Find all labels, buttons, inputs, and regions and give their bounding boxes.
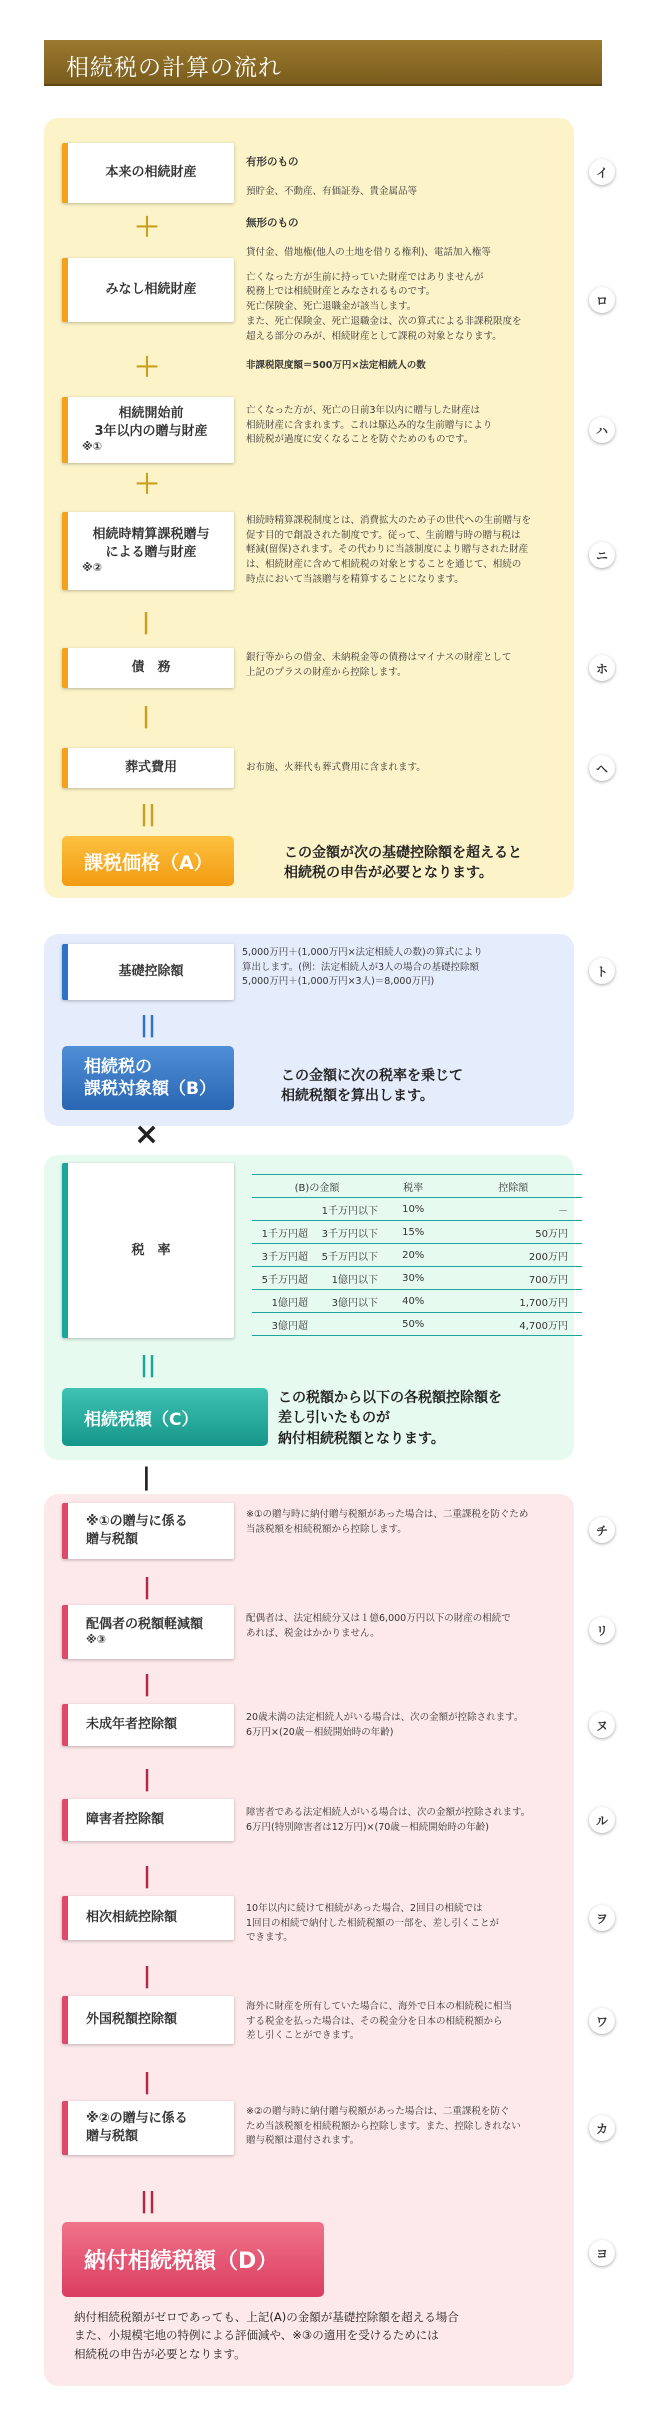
- desc-deduction-item: 20歳未満の法定相続人がいる場合は、次の金額が控除されます。 6万円×(20歳－相続開始時の年齢): [246, 1712, 524, 1738]
- result-taxable-value-desc: この金額が次の基礎控除額を超えると 相続税の申告が必要となります。: [284, 845, 522, 882]
- card-deduction-item: [62, 1996, 234, 2044]
- single-line-operator: |: [143, 1864, 152, 1889]
- card-settlement-taxation-gifts: [62, 512, 234, 590]
- card-label-name1: ※①の贈与に係る: [86, 1514, 188, 1530]
- table-cell-rate: 30%: [382, 1267, 444, 1290]
- table-cell-to: 1千万円以下: [312, 1198, 382, 1221]
- marker-letter: カ: [589, 2115, 615, 2141]
- result-taxable-amount-desc: この金額に次の税率を乗じて 相続税額を算出します。: [281, 1068, 463, 1105]
- result-taxable-amount-b: [62, 1046, 234, 1110]
- card-deemed-inherited-property: [62, 258, 234, 322]
- table-header-amount: (B)の金額: [252, 1175, 382, 1198]
- table-cell-from: 5千万円超: [252, 1267, 312, 1290]
- table-cell-ded: 1,700万円: [444, 1290, 582, 1313]
- plus-operator: ＋: [134, 470, 161, 500]
- result-taxable-value-a: 課税価格（A）: [62, 836, 234, 886]
- marker-letter: ワ: [589, 2008, 615, 2034]
- card-debts: [62, 648, 234, 688]
- desc-original-inherited-property: [246, 139, 491, 261]
- result-label-line1: 相続税の: [84, 1056, 152, 1077]
- marker-letter: ル: [589, 1807, 615, 1833]
- desc-deemed-inherited-property: [246, 256, 522, 374]
- desc-funeral-expenses: お布施、火葬代も葬式費用に含まれます。: [246, 762, 426, 773]
- card-label-name2: 贈与税額: [86, 2129, 139, 2144]
- double-line-operator: ||: [140, 2189, 157, 2214]
- single-line-operator: |: [142, 1463, 151, 1491]
- single-line-operator: |: [142, 704, 151, 729]
- double-line-operator: ||: [140, 802, 157, 827]
- table-row: [252, 1267, 582, 1290]
- footer-note: 納付相続税額がゼロであっても、上記(A)の金額が基礎控除額を超える場合 また、小規模宅地の特例による評価減や、※③の適用を受けるためには 相続税の申告が必要となります。: [74, 2310, 459, 2361]
- table-row: [252, 1244, 582, 1267]
- desc-text-tangible: 預貯金、不動産、有価証券、貴金属品等: [246, 186, 418, 198]
- table-cell-to: 3千万円以下: [312, 1221, 382, 1244]
- table-cell-to: [312, 1313, 382, 1336]
- card-label: 税 率: [131, 1242, 171, 1258]
- table-cell-rate: 20%: [382, 1244, 444, 1267]
- double-line-operator: ||: [140, 1013, 157, 1038]
- card-label-name1: 配偶者の税額軽減額: [86, 1616, 204, 1632]
- single-line-operator: |: [143, 1767, 152, 1792]
- table-cell-ded: 700万円: [444, 1267, 582, 1290]
- desc-deduction-item: ※①の贈与時に納付贈与税額があった場合は、二重課税を防ぐため 当該税額を相続税額から控除します。: [246, 1509, 529, 1535]
- table-cell-ded: －: [444, 1198, 582, 1221]
- card-label: 葬式費用: [124, 760, 177, 776]
- card-basic-deduction: [62, 944, 234, 1000]
- single-line-operator: |: [143, 2070, 152, 2095]
- page-title: 相続税の計算の流れ: [66, 55, 282, 81]
- page-title-bar: [44, 40, 602, 86]
- card-label-line1: 相続開始前: [118, 406, 184, 422]
- single-line-operator: |: [142, 610, 151, 635]
- table-cell-from: 1千万円超: [252, 1221, 312, 1244]
- card-tax-rate: [62, 1163, 234, 1338]
- result-payable-tax-d: 納付相続税額（D）: [62, 2222, 324, 2297]
- table-header-row: [252, 1175, 582, 1198]
- table-cell-ded: 50万円: [444, 1221, 582, 1244]
- table-cell-from: [252, 1198, 312, 1221]
- desc-text: 亡くなった方が生前に持っていた財産ではありませんが 税務上では相続財産とみなされるものです。 死亡保険金、死亡退職金が該当します。 また、死亡保険金、死亡退職金は、次の算式による非課税限度を 超える部分のみが、相続財産として課税の対象となります。: [246, 271, 522, 342]
- table-row: [252, 1221, 582, 1244]
- marker-letter: ヲ: [589, 1905, 615, 1931]
- card-label-note: ※③: [86, 1633, 107, 1647]
- card-label-name1: 相次相続控除額: [86, 1910, 178, 1926]
- desc-heading-tangible: 有形のもの: [246, 155, 299, 168]
- table-cell-from: 3億円超: [252, 1313, 312, 1336]
- card-deduction-item: [62, 1704, 234, 1746]
- plus-operator: ＋: [134, 353, 161, 383]
- card-label-name1: 未成年者控除額: [86, 1717, 178, 1733]
- marker-letter: ロ: [589, 287, 615, 313]
- card-label-line2: 3年以内の贈与財産: [94, 423, 208, 439]
- single-line-operator: |: [143, 1964, 152, 1989]
- card-label: 債 務: [131, 660, 171, 676]
- marker-letter: ヌ: [589, 1712, 615, 1738]
- result-inheritance-tax-desc: この税額から以下の各税額控除額を 差し引いたものが 納付相続税額となります。: [278, 1390, 502, 1447]
- marker-letter: チ: [589, 1517, 615, 1543]
- card-deduction-item: [62, 1605, 234, 1659]
- marker-letter: イ: [589, 159, 615, 185]
- table-header-rate: 税率: [382, 1175, 444, 1198]
- table-cell-rate: 10%: [382, 1198, 444, 1221]
- table-cell-rate: 40%: [382, 1290, 444, 1313]
- card-label-name1: 障害者控除額: [86, 1812, 165, 1828]
- table-cell-ded: 200万円: [444, 1244, 582, 1267]
- desc-deduction-item: 障害者である法定相続人がいる場合は、次の金額が控除されます。 6万円(特別障害者は12万円)×(70歳－相続開始時の年齢): [246, 1807, 531, 1833]
- marker-letter: ホ: [589, 655, 615, 681]
- table-cell-to: 3億円以下: [312, 1290, 382, 1313]
- card-funeral-expenses: [62, 748, 234, 788]
- marker-letter: リ: [589, 1617, 615, 1643]
- double-line-operator: ||: [140, 1353, 157, 1378]
- marker-letter: ニ: [589, 542, 615, 568]
- table-cell-ded: 4,700万円: [444, 1313, 582, 1336]
- result-label-line2: 課税対象額（B）: [84, 1079, 216, 1099]
- desc-heading-intangible: 無形のもの: [246, 216, 299, 229]
- card-label-name2: 贈与税額: [86, 1532, 139, 1547]
- table-row: [252, 1198, 582, 1221]
- marker-letter: ヘ: [589, 755, 615, 781]
- card-deduction-item: [62, 1503, 234, 1559]
- marker-letter: ハ: [589, 417, 615, 443]
- card-original-inherited-property: [62, 143, 234, 203]
- card-label: 本来の相続財産: [105, 165, 197, 181]
- table-cell-from: 3千万円超: [252, 1244, 312, 1267]
- desc-gifts-within-3-years: 亡くなった方が、死亡の日前3年以内に贈与した財産は 相続財産に含まれます。これは駆込み的な生前贈与により 相続税が過度に安くなることを防ぐためのものです。: [246, 405, 493, 446]
- desc-deduction-item: 配偶者は、法定相続分又は１億6,000万円以下の財産の相続で あれば、税金はかかりません。: [246, 1613, 511, 1639]
- card-deduction-item: [62, 1799, 234, 1841]
- table-cell-to: 1億円以下: [312, 1267, 382, 1290]
- desc-text-intangible: 貸付金、借地権(他人の土地を借りる権利)、電話加入権等: [246, 247, 491, 259]
- card-note: ※①: [82, 440, 103, 454]
- plus-operator: ＋: [134, 213, 161, 243]
- table-cell-rate: 50%: [382, 1313, 444, 1336]
- table-row: [252, 1313, 582, 1336]
- multiply-operator: ×: [134, 1117, 160, 1152]
- result-inheritance-tax-c: 相続税額（C）: [62, 1388, 268, 1446]
- card-deduction-item: [62, 2101, 234, 2155]
- table-cell-from: 1億円超: [252, 1290, 312, 1313]
- tax-rate-table: [252, 1174, 582, 1336]
- card-label-line1: 相続時精算課税贈与: [92, 527, 210, 543]
- table-header-deduction: 控除額: [444, 1175, 582, 1198]
- desc-basic-deduction: 5,000万円＋(1,000万円×法定相続人の数)の算式により 算出します。(例：法定相続人が3人の場合の基礎控除額 5,000万円＋(1,000万円×3人)＝8,000万円): [242, 947, 483, 988]
- card-label-name1: ※②の贈与に係る: [86, 2111, 188, 2127]
- table-row: [252, 1290, 582, 1313]
- desc-settlement-taxation-gifts: 相続時精算課税制度とは、消費拡大のため子の世代への生前贈与を 促す目的で創設された制度です。従って、生前贈与時の贈与税は 軽減(留保)されます。その代わりに当該制度により贈与された財産 は、相続財産に含めて相続税の対象とすることを通じて、相続の 時点において当該贈与を精算することになります。: [246, 515, 532, 585]
- table-cell-rate: 15%: [382, 1221, 444, 1244]
- table-cell-to: 5千万円以下: [312, 1244, 382, 1267]
- marker-letter: ト: [589, 958, 615, 984]
- desc-deduction-item: 海外に財産を所有していた場合に、海外で日本の相続税に相当 する税金を払った場合は、その税金分を日本の相続税額から 差し引くことができます。: [246, 2001, 513, 2042]
- single-line-operator: |: [143, 1575, 152, 1600]
- card-label: 基礎控除額: [118, 964, 184, 980]
- card-gifts-within-3-years: [62, 397, 234, 463]
- card-label: みなし相続財産: [105, 282, 197, 298]
- card-deduction-item: [62, 1896, 234, 1940]
- desc-debts: 銀行等からの借金、未納税金等の債務はマイナスの財産として 上記のプラスの財産から控除します。: [246, 652, 512, 678]
- desc-deduction-item: ※②の贈与時に納付贈与税額があった場合は、二重課税を防ぐ ため当該税額を相続税額から控除します。また、控除しきれない 贈与税額は還付されます。: [246, 2106, 521, 2147]
- desc-deduction-item: 10年以内に続けて相続があった場合、2回目の相続では 1回目の相続で納付した相続税額の一部を、差し引くことが できます。: [246, 1903, 500, 1944]
- card-note: ※②: [82, 561, 103, 575]
- desc-formula: 非課税限度額＝500万円×法定相続人の数: [246, 360, 426, 372]
- card-label-name1: 外国税額控除額: [86, 2012, 178, 2028]
- card-label-line2: による贈与財産: [105, 544, 197, 560]
- single-line-operator: |: [143, 1672, 152, 1697]
- marker-letter: ヨ: [589, 2240, 615, 2266]
